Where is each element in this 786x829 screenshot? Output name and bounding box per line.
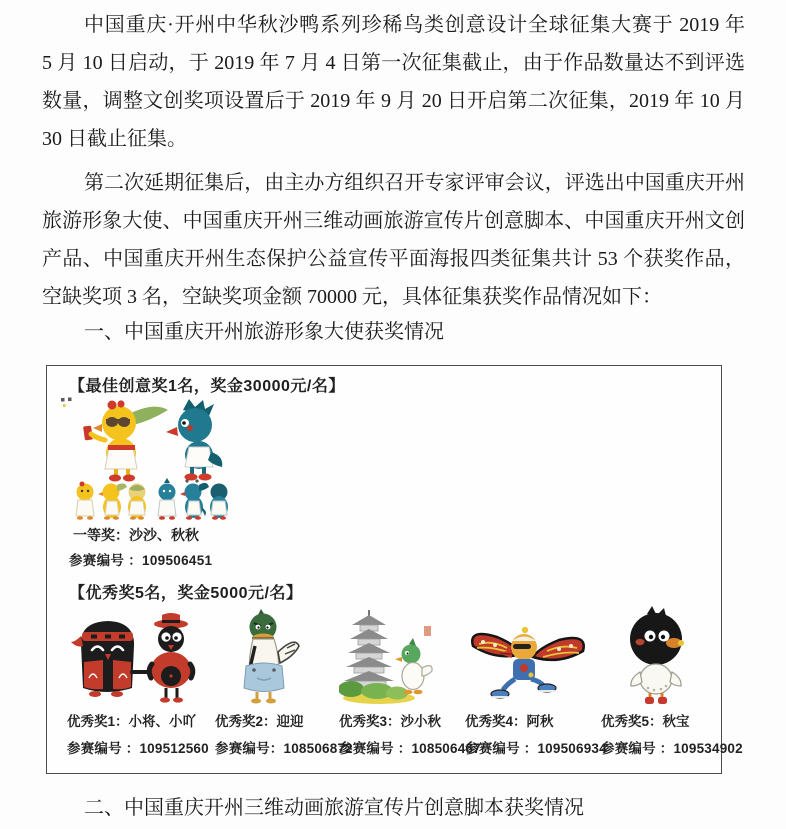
winner3-mascot-image	[339, 608, 435, 706]
paragraph-award-summary	[42, 164, 745, 316]
red-seal-mark	[424, 626, 431, 636]
excellence-award-header: 【优秀奖5名，奖金5000元/名】	[69, 585, 303, 602]
winner5-entry-number: 参赛编号 ：109534902	[601, 741, 743, 756]
award-results-box	[46, 365, 743, 774]
section1-heading: 一、中国重庆开州旅游形象大使获奖情况	[84, 321, 444, 343]
paragraph-competition-timeline	[42, 6, 745, 158]
winner3-entry-number: 参赛编号 ：108506467	[339, 741, 481, 756]
first-prize-title: 一等奖：沙沙、秋秋	[73, 527, 199, 543]
text-line: 中国重庆·开州中华秋沙鸭系列珍稀鸟类创意设计全球征集大赛于 2019 年	[84, 14, 745, 36]
mascot-xiaoya	[132, 613, 193, 703]
bushes-and-ground	[339, 681, 415, 704]
winner1-entry-number: 参赛编号 ：109512560	[67, 741, 209, 756]
excellence-winner-2	[215, 604, 353, 757]
winner5-title: 优秀奖5：秋宝	[601, 714, 690, 729]
winner2-mascot-image	[227, 608, 303, 706]
winner1-title: 优秀奖1：小将、小吖	[67, 714, 197, 729]
text-line: 30 日截止征集。	[42, 128, 187, 150]
excellence-winner-1	[67, 604, 209, 757]
mascot-xiaojiang	[71, 621, 134, 697]
mascot-qiubao	[630, 606, 684, 704]
text-line: 第二次延期征集后，由主办方组织召开专家评审会议，评选出中国重庆开州	[84, 172, 745, 194]
winner4-title: 优秀奖4：阿秋	[465, 714, 554, 729]
excellence-winner-5	[601, 604, 743, 757]
text-line: 空缺奖项 3 名，空缺奖项金额 70000 元，具体征集获奖作品情况如下：	[42, 286, 662, 308]
mascot-turnaround-views	[76, 478, 228, 520]
winner1-mascot-image	[67, 610, 205, 706]
first-prize-mascot-image	[71, 397, 243, 525]
winner5-mascot-image	[615, 606, 697, 706]
text-line: 产品、中国重庆开州生态保护公益宣传平面海报四类征集共计 53 个获奖作品，	[42, 248, 745, 270]
winner4-entry-number: 参赛编号 ：109506934	[465, 741, 607, 756]
mascot-qiuqiu-teal-bird	[166, 399, 222, 483]
winner3-title: 优秀奖3：沙小秋	[339, 714, 442, 729]
mascot-aqiu	[472, 627, 583, 698]
pagoda	[344, 610, 394, 689]
mascot-yingying	[244, 609, 299, 704]
excellence-winner-4	[465, 604, 607, 757]
winner2-title: 优秀奖2：迎迎	[215, 714, 304, 729]
section2-heading: 二、中国重庆开州三维动画旅游宣传片创意脚本获奖情况	[84, 797, 584, 819]
first-prize-entry-number: 参赛编号 ：109506451	[69, 553, 213, 568]
winner4-mascot-image	[467, 620, 589, 706]
winner2-entry-number: 参赛编号：108506872	[215, 741, 353, 756]
mascot-shaxiaoqiu	[395, 638, 432, 694]
best-award-header: 【最佳创意奖1名，奖金30000元/名】	[69, 378, 345, 395]
text-line: 5 月 10 日启动，于 2019 年 7 月 4 日第一次征集截止，由于作品数量达不到评选	[42, 52, 745, 74]
mascot-shasha-yellow-chick	[83, 400, 168, 481]
excellence-winner-3	[339, 604, 481, 757]
text-line: 旅游形象大使、中国重庆开州三维动画旅游宣传片创意脚本、中国重庆开州文创	[42, 210, 745, 232]
text-line: 数量，调整文创奖项设置后于 2019 年 9 月 20 日开启第二次征集，2019 年 10 月	[42, 90, 745, 112]
